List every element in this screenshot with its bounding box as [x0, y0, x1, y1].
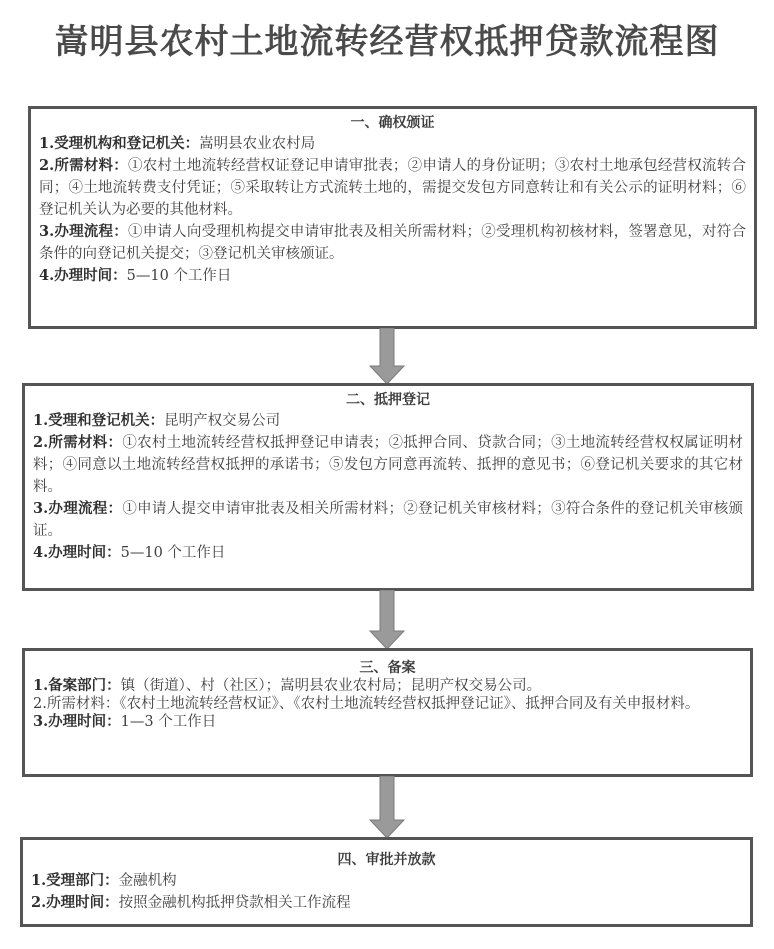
item-label: 2.所需材料： [33, 434, 123, 451]
item-label: 1.受理机构和登记机关： [39, 135, 200, 152]
item-text: 昆明产权交易公司 [164, 413, 281, 429]
item-label: 4.办理时间： [33, 544, 121, 561]
item-label: 3.办理流程： [33, 500, 123, 517]
step-item [33, 713, 742, 731]
item-text: ①农村土地流转经营权证登记申请审批表；②申请人的身份证明；③农村土地承包经营权流转合同；④土地流转费支付凭证；⑤采取转让方式流转土地的，需提交发包方同意转让和有关公示的证明材料；⑥登记机关认为必要的其他材料。 [39, 158, 747, 218]
step-heading: 三、备案 [359, 660, 416, 676]
item-label: 4.办理时间： [39, 267, 127, 284]
item-label: 3.办理流程： [39, 223, 128, 240]
item-label: 2.所需材料： [39, 157, 128, 174]
step-heading: 二、抵押登记 [346, 392, 430, 408]
step-item [31, 870, 742, 892]
step-item [33, 410, 743, 432]
step-item [39, 133, 746, 155]
item-text: 5—10 个工作日 [120, 545, 226, 561]
step-item [31, 892, 742, 914]
item-text: ①农村土地流转经营权抵押登记申请表；②抵押合同、贷款合同；③土地流转经营权权属证明材料；④同意以土地流转经营权抵押的承诺书；⑤发包方同意再流转、抵押的意见书；⑥登记机关要求的其它材料。 [33, 435, 743, 495]
item-text: 嵩明县农业农村局 [199, 136, 316, 152]
item-label: 3.办理时间： [33, 713, 121, 730]
item-text: 按照金融机构抵押贷款相关工作流程 [118, 895, 351, 911]
step-box-certification [28, 106, 757, 329]
item-label: 1.备案部门： [33, 677, 121, 694]
item-text: ①申请人提交申请审批表及相关所需材料；②登记机关审核材料；③符合条件的登记机关审核颁证。 [33, 501, 743, 539]
step-box-approval-disbursement [20, 837, 753, 927]
step-box-mortgage-registration [22, 383, 754, 591]
item-text: 2.所需材料：《农村土地流转经营权证》、《农村土地流转经营权抵押登记证》、抵押合同及有关申报材料。 [33, 696, 700, 712]
step-item [33, 498, 743, 542]
item-label: 1.受理部门： [31, 872, 119, 889]
step-item [39, 265, 746, 287]
step-box-filing [22, 648, 753, 777]
step-heading: 四、审批并放款 [337, 852, 436, 868]
page-title: 嵩明县农村土地流转经营权抵押贷款流程图 [54, 22, 720, 62]
step-item [39, 155, 746, 221]
step-heading: 一、确权颁证 [350, 115, 435, 131]
item-text: 1—3 个工作日 [120, 714, 217, 730]
item-text: 5—10 个工作日 [126, 268, 232, 284]
item-label: 1.受理和登记机关： [33, 412, 165, 429]
item-text: ①申请人向受理机构提交申请审批表及相关所需材料；②受理机构初核材料，签署意见，对符合条件的向登记机关提交；③登记机关审核颁证。 [39, 224, 747, 262]
item-label: 2.办理时间： [31, 894, 119, 911]
step-item [33, 432, 743, 498]
down-arrow-icon [369, 590, 405, 649]
down-arrow-icon [369, 776, 405, 838]
step-item [33, 542, 743, 564]
step-item [33, 695, 742, 713]
down-arrow-icon [369, 328, 405, 384]
step-item [33, 677, 742, 695]
item-text: 金融机构 [118, 873, 177, 889]
step-item [39, 221, 746, 265]
item-text: 镇（街道）、村（社区）；嵩明县农业农村局；昆明产权交易公司。 [120, 678, 542, 694]
